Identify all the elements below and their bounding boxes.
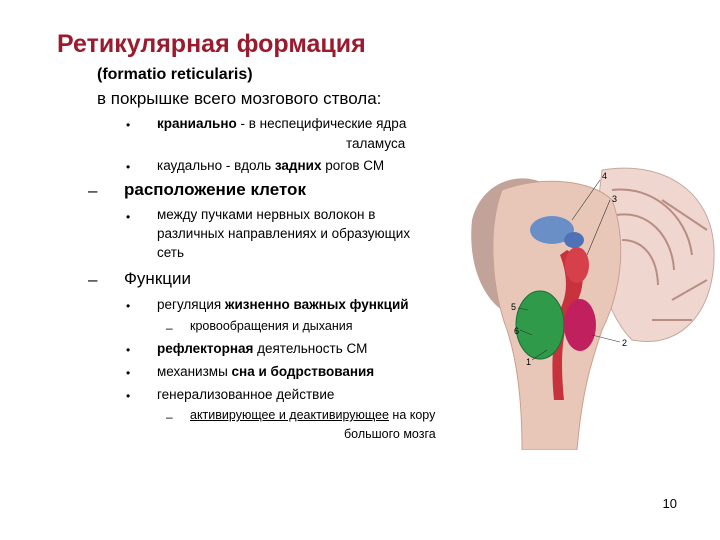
loc-item-1 [157, 116, 406, 131]
loc-item-2-pre: каудально - вдоль [157, 158, 275, 173]
figure-label-3: 3 [612, 194, 618, 204]
blue-nucleus-small-image [564, 232, 584, 248]
latin-term: (formatio reticularis) [97, 66, 253, 83]
cells-line-2: различных направлениях и образующих [157, 226, 411, 241]
function-1-sub: кровообращения и дыхания [190, 319, 353, 333]
bullet-marker: • [126, 210, 131, 224]
green-nucleus-image [516, 291, 564, 359]
cells-line-3: сеть [157, 245, 185, 260]
bullet-marker: • [126, 118, 131, 132]
page-number: 10 [662, 496, 677, 511]
loc-item-1-text: - в неспецифические ядра [236, 116, 407, 131]
bullet-marker: • [126, 299, 131, 313]
cells-line-1: между пучками нервных волокон в [157, 207, 376, 222]
bullet-marker: • [126, 160, 131, 174]
brainstem-illustration [462, 160, 716, 450]
function-4-sub-underlined: активирующее и деактивирующее [190, 408, 389, 422]
function-2-post: деятельность СМ [253, 341, 368, 356]
bullet-marker: • [126, 389, 131, 403]
section-cells: расположение клеток [124, 180, 306, 199]
bullet-marker: • [126, 366, 131, 380]
figure-label-4: 4 [602, 171, 608, 181]
loc-item-2 [157, 158, 384, 173]
function-3-bold: сна и бодрствования [231, 364, 375, 379]
section-functions: Функции [124, 269, 191, 288]
function-2-bold: рефлекторная [157, 341, 254, 356]
figure-label-6: 6 [514, 326, 520, 336]
function-4-sub-line2: большого мозга [344, 427, 436, 441]
figure-label-1: 1 [526, 357, 532, 367]
loc-item-1-line2: таламуса [346, 136, 406, 151]
red-nucleus-image [565, 247, 589, 283]
function-1-bold: жизненно важных функций [224, 297, 409, 312]
slide-title: Ретикулярная формация [57, 30, 366, 58]
loc-item-1-bold: краниально [157, 116, 237, 131]
function-4: генерализованное действие [157, 387, 335, 402]
magenta-nucleus-image [564, 299, 596, 351]
function-3 [157, 364, 374, 379]
function-3-pre: механизмы [157, 364, 232, 379]
dash-marker: – [88, 270, 98, 289]
figure-label-5: 5 [511, 302, 517, 312]
loc-item-2-bold: задних [274, 158, 322, 173]
loc-item-2-post: рогов СМ [321, 158, 385, 173]
dash-marker: – [166, 410, 173, 424]
figure-label-2: 2 [622, 338, 628, 348]
dash-marker: – [166, 321, 173, 335]
function-4-sub-post: на кору [388, 408, 436, 422]
function-2 [157, 341, 367, 356]
location-text: в покрышке всего мозгового ствола: [97, 89, 382, 108]
dash-marker: – [88, 181, 98, 200]
function-1-pre: регуляция [157, 297, 225, 312]
function-1 [157, 297, 409, 312]
function-4-sub [190, 408, 435, 422]
bullet-marker: • [126, 343, 131, 357]
